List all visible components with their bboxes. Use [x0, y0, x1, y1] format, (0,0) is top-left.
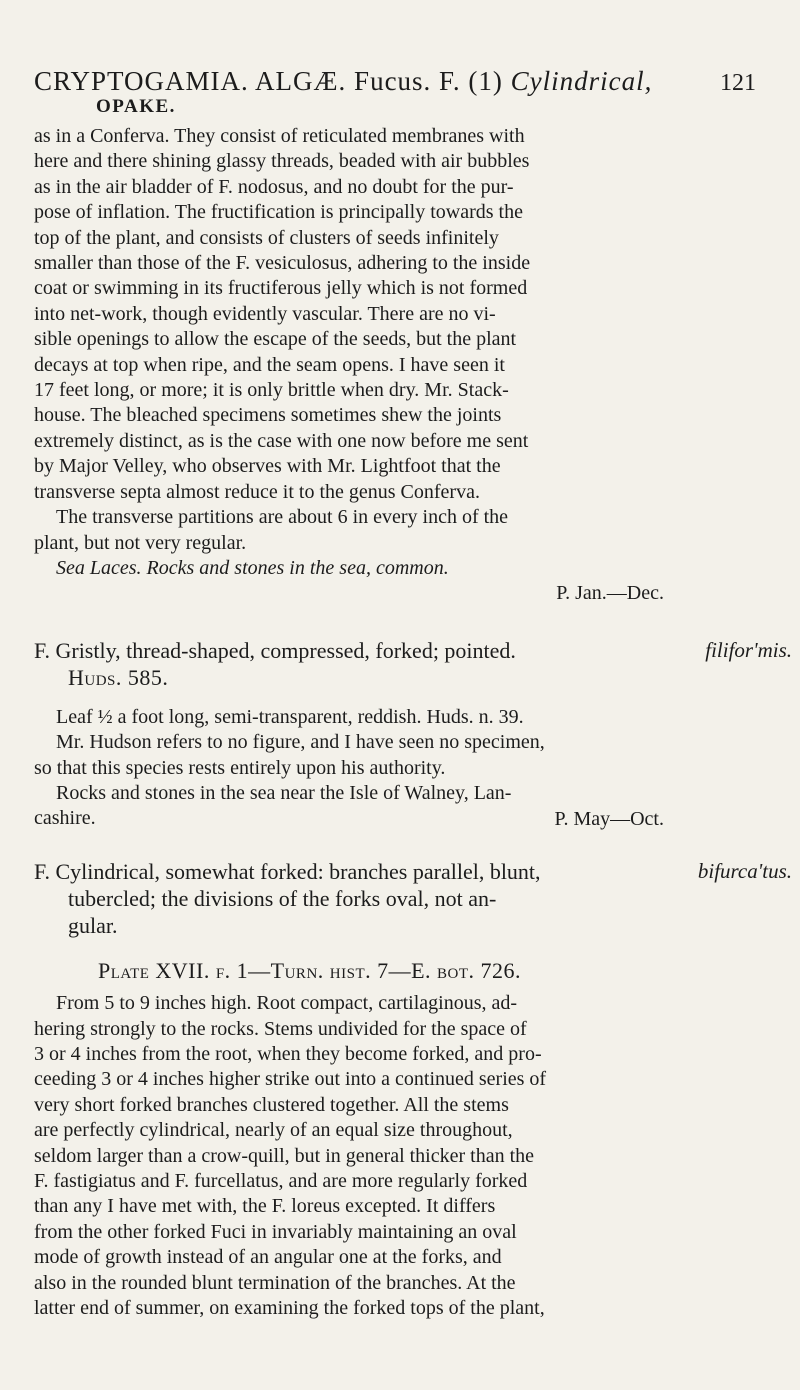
page-number: 121	[720, 70, 756, 96]
species-title: F. Cylindrical, somewhat forked: branches parallel, blunt,	[34, 859, 541, 885]
running-head-species: Cylindrical,	[510, 66, 653, 96]
text-line: F. fastigiatus and F. furcellatus, and are more regularly forked	[34, 1170, 528, 1192]
species-description-gristly	[34, 705, 756, 832]
running-head	[34, 66, 652, 97]
habitat-line: Sea Laces. Rocks and stones in the sea, common.	[56, 556, 449, 579]
text-line: cashire.	[34, 807, 96, 830]
text-line: are perfectly cylindrical, nearly of an equal size throughout,	[34, 1119, 513, 1142]
page-header	[34, 58, 756, 118]
text-line: by Major Velley, who observes with Mr. Lightfoot that the	[34, 455, 501, 478]
text-line: From 5 to 9 inches high. Root compact, cartilaginous, ad-	[56, 992, 518, 1015]
text-line: house. The bleached specimens sometimes shew the joints	[34, 404, 502, 427]
text-line: 17 feet long, or more; it is only brittle when dry. Mr. Stack-	[34, 379, 509, 402]
text-line: also in the rounded blunt termination of the branches. At the	[34, 1271, 516, 1294]
species-description-cylindrical	[34, 991, 756, 1321]
text-line: as in a Conferva. They consist of reticulated membranes with	[34, 125, 525, 147]
text-line: Leaf ½ a foot long, semi-transparent, reddish. Huds. n. 39.	[56, 705, 524, 728]
text-line: very short forked branches clustered together. All the stems	[34, 1093, 509, 1116]
text-line: decays at top when ripe, and the seam opens. I have seen it	[34, 353, 505, 376]
citation-line: P. Jan.—Dec.	[556, 582, 664, 605]
species-title: F. Gristly, thread-shaped, compressed, forked; pointed.	[34, 637, 516, 663]
plate-reference: Plate XVII. f. 1—Turn. hist. 7—E. bot. 726.	[98, 958, 522, 984]
citation-line: P. May—Oct.	[554, 807, 664, 830]
text-line: ceeding 3 or 4 inches higher strike out into a continued series of	[34, 1068, 547, 1091]
running-head-genus: CRYPTOGAMIA. ALGÆ. Fucus. F. (1)	[34, 66, 503, 96]
text-line: than any I have met with, the F. loreus excepted. It differs	[34, 1195, 496, 1218]
text-line: from the other forked Fuci in invariably maintaining an oval	[34, 1220, 517, 1243]
species-reference: Huds. 585.	[68, 664, 169, 690]
text-line: Mr. Hudson refers to no figure, and I have seen no specimen,	[56, 731, 545, 754]
text-line: here and there shining glassy threads, beaded with air bubbles	[34, 150, 530, 173]
text-line: into net-work, though evidently vascular. There are no vi-	[34, 302, 496, 325]
text-line: latter end of summer, on examining the forked tops of the plant,	[34, 1297, 545, 1320]
text-line: Rocks and stones in the sea near the Isle of Walney, Lan-	[56, 781, 512, 804]
text-line: top of the plant, and consists of clusters of seeds infinitely	[34, 226, 499, 249]
running-subhead: OPAKE.	[96, 96, 176, 117]
text-line: seldom larger than a crow-quill, but in general thicker than the	[34, 1144, 535, 1167]
text-line: The transverse partitions are about 6 in every inch of the	[56, 506, 509, 529]
species-title-continued: gular.	[68, 913, 118, 939]
species-title-continued: tubercled; the divisions of the forks oval, not an-	[68, 886, 497, 912]
text-line: extremely distinct, as is the case with one now before me sent	[34, 429, 529, 452]
text-line: hering strongly to the rocks. Stems undivided for the space of	[34, 1017, 527, 1040]
species-latin-name: filifor'mis.	[705, 637, 792, 662]
text-line: as in the air bladder of F. nodosus, and no doubt for the pur-	[34, 175, 514, 198]
text-line: sible openings to allow the escape of the seeds, but the plant	[34, 328, 517, 351]
species-latin-name: bifurca'tus.	[697, 859, 792, 884]
text-line: so that this species rests entirely upon his authority.	[34, 756, 446, 779]
text-line: smaller than those of the F. vesiculosus, adhering to the inside	[34, 252, 531, 275]
text-line: pose of inflation. The fructification is principally towards the	[34, 201, 523, 224]
text-line: transverse septa almost reduce it to the genus Conferva.	[34, 480, 480, 503]
species-entry-cylindrical	[34, 858, 792, 939]
text-line: plant, but not very regular.	[34, 531, 247, 554]
species-entry-gristly	[34, 637, 792, 691]
text-line: mode of growth instead of an angular one at the forks, and	[34, 1246, 502, 1269]
text-line: coat or swimming in its fructiferous jelly which is not formed	[34, 277, 528, 300]
section-continued-description	[34, 124, 756, 607]
text-line: 3 or 4 inches from the root, when they become forked, and pro-	[34, 1042, 542, 1065]
